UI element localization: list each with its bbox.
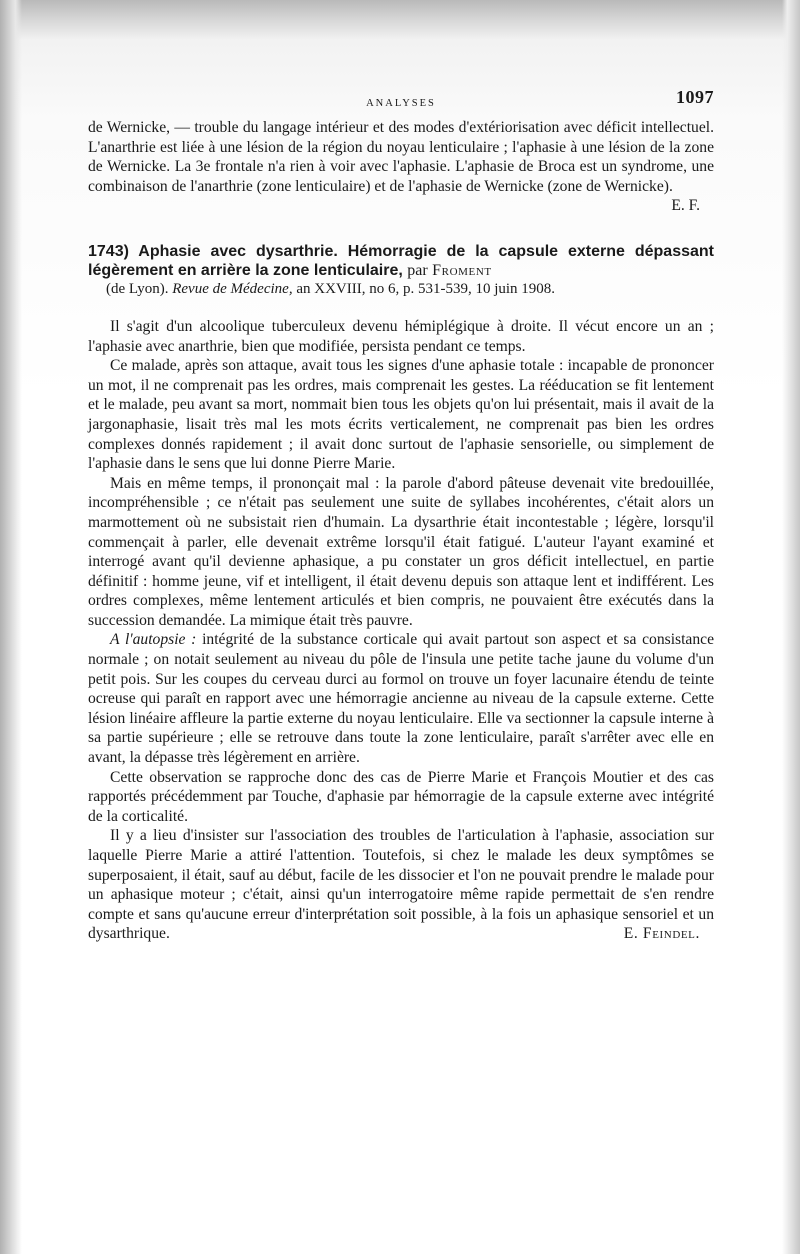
running-title: ANALYSES: [366, 98, 436, 109]
author-origin: (de Lyon).: [106, 280, 169, 297]
journal-name: Revue de Médecine,: [172, 280, 293, 297]
abstract-by: par: [407, 261, 428, 279]
abstract-source: [88, 280, 714, 299]
paragraph-comparison: Cette observation se rapproche donc des cas de Pierre Marie et François Moutier et des cas rapportés précédemment par Touche, d'aphasie par hémorragie de la capsule externe avec intégrité de la corticalité.: [88, 768, 714, 825]
paragraph-symptoms: Ce malade, après son attaque, avait tous les signes d'une aphasie totale : incapable de prononcer un mot, il ne comprenait pas les ordres, mais comprenait les gestes. La rééducation se fit lentement et le malade, peu avant sa mort, nommait bien tous les objets qu'on lui présentait, mais il avait de la jargonaphasie, lisait très mal les mots écrits verticalement, ne comprenait pas bien les ordres complexes donnés rapidement ; il avait donc surtout de l'aphasie sensorielle, ou simplement de l'aphasie dans le sens que lui donne Pierre Marie.: [88, 357, 714, 473]
paragraph-autopsy: [88, 630, 714, 767]
abstract-author: Froment: [432, 261, 492, 279]
page-number: 1097: [676, 87, 714, 107]
abstract-title: [88, 242, 714, 280]
previous-abstract-signature: E. F.: [671, 197, 700, 215]
abstract-heading: [88, 242, 714, 299]
scan-shadow-right: [782, 0, 800, 1254]
paragraph-dysarthria: Mais en même temps, il prononçait mal : la parole d'abord pâteuse devenait vite bredouillée, incompréhensible ; ce n'était pas seulement une suite de syllabes incohérentes, c'était alors un marmottement où ne subsistait rien d'humain. La dysarthrie était incontestable ; légère, lorsqu'il commençait à parler, elle devenait extrême lorsqu'il était fatigué. L'auteur l'ayant examiné et interrogé avant qu'il devienne aphasique, a pu constater un gros déficit intellectuel, en partie définitif : homme jeune, vif et intelligent, il était devenu depuis son attaque lent et indifférent. Les ordres complexes, même lentement articulés et bien compris, ne pouvaient être exécutés dans la succession demandée. La mimique était très pauvre.: [88, 474, 714, 629]
citation-details: an XXVIII, no 6, p. 531-539, 10 juin 1908.: [296, 280, 556, 297]
abstract-title-text: 1743) Aphasie avec dysarthrie. Hémorragie de la capsule externe dépassant légèrement en arrière la zone lenticulaire,: [88, 242, 714, 279]
scan-shadow-left: [0, 0, 22, 1254]
paragraph-case: Il s'agit d'un alcoolique tuberculeux devenu hémiplégique à droite. Il vécut encore un an ; l'aphasie avec anarthrie, bien que modifiée, persista pendant ce temps.: [88, 317, 714, 355]
journal-page: [88, 88, 714, 944]
autopsy-lead: A l'autopsie :: [110, 631, 197, 649]
abstract-signature: E. Feindel.: [623, 925, 700, 943]
running-header: [88, 88, 714, 118]
previous-abstract-end: de Wernicke, — trouble du langage intérieur et des modes d'extériorisation avec déficit intellectuel. L'anarthrie est liée à une lésion de la région du noyau lenticulaire ; l'aphasie à une lésion de la zone de Wernicke. La 3e frontale n'a rien à voir avec l'aphasie. L'aphasie de Broca est un syndrome, une combinaison de l'anarthrie (zone lenticulaire) et de l'aphasie de Wernicke (zone de Wernicke).: [88, 119, 714, 195]
autopsy-text: intégrité de la substance corticale qui avait partout son aspect et sa consistance normale ; on notait seulement au niveau du pôle de l'insula une petite tache jaune du volume d'un petit pois. Sur les coupes du cerveau durci au formol on trouve un foyer lacunaire étendu de teinte ocreuse qui paraît en rapport avec une hémorragie ancienne au niveau de la capsule externe. Cette lésion linéaire affleure la partie externe du noyau lenticulaire. Elle va sectionner la capsule interne à sa partie supérieure ; elle se retrouve dans toute la zone lenticulaire, paraît s'arrêter avec elle en avant, la dépasse très légèrement en arrière.: [88, 631, 714, 767]
paragraph-conclusion: Il y a lieu d'insister sur l'association des troubles de l'articulation à l'aphasie, association sur laquelle Pierre Marie a attiré l'attention. Toutefois, si chez le malade les deux symptômes se superposaient, il était, sauf au début, facile de les dissocier et l'on ne pouvait prendre le malade pour un aphasique moteur ; c'était, ainsi qu'un interrogatoire même rapide permettait de s'en rendre compte et sans qu'aucune erreur d'interprétation soit possible, à la fois un aphasique sensoriel et un dysarthrique.: [88, 827, 714, 943]
